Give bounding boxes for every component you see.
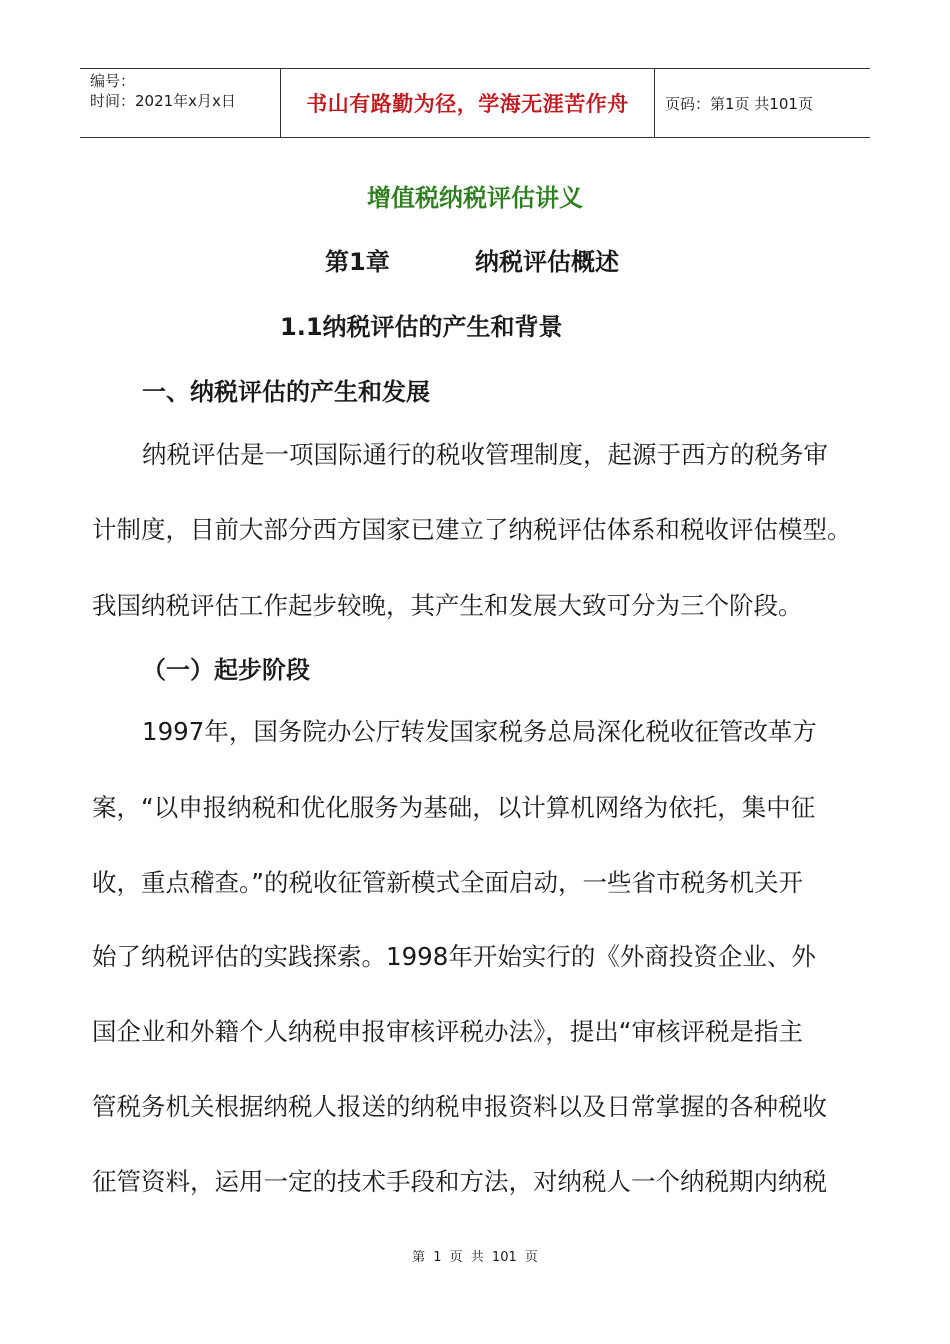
subheading-1: 一、纳税评估的产生和发展: [142, 378, 430, 406]
header-page-info: 页码：第1页 共101页: [665, 94, 813, 113]
paragraph-line: 管税务机关根据纳税人报送的纳税申报资料以及日常掌握的各种税收: [92, 1092, 827, 1121]
header-motto-cell: [281, 69, 655, 137]
header-motto: 书山有路勤为径，学海无涯苦作舟: [306, 92, 629, 116]
section-heading: 1.1纳税评估的产生和背景: [280, 313, 563, 341]
paragraph-line: 案，“以申报纳税和优化服务为基础，以计算机网络为依托，集中征: [92, 793, 816, 822]
paragraph-line: 我国纳税评估工作起步较晚，其产生和发展大致可分为三个阶段。: [92, 591, 803, 620]
header-meta-cell: [80, 69, 281, 137]
serial-label: 编号：: [90, 72, 136, 90]
paragraph-line: 征管资料，运用一定的技术手段和方法，对纳税人一个纳税期内纳税: [92, 1167, 827, 1196]
paragraph-line: 始了纳税评估的实践探索。1998年开始实行的《外商投资企业、外: [92, 942, 816, 971]
chapter-heading: [325, 242, 619, 277]
page-footer: 第 1 页 共 101 页: [412, 1250, 538, 1265]
time-label: 时间：2021年x月x日: [90, 92, 236, 110]
document-title: 增值税纳税评估讲义: [367, 184, 583, 212]
paragraph-line: 国企业和外籍个人纳税申报审核评税办法》，提出“审核评税是指主: [92, 1017, 803, 1046]
paragraph-line: 计制度，目前大部分西方国家已建立了纳税评估体系和税收评估模型。: [92, 515, 852, 544]
chapter-number: 第1章: [325, 248, 390, 276]
header-page-cell: [655, 69, 870, 137]
paragraph-line: 收，重点稽查。”的税收征管新模式全面启动，一些省市税务机关开: [92, 868, 803, 897]
chapter-title: 纳税评估概述: [475, 248, 619, 276]
paragraph-line: 1997年，国务院办公厅转发国家税务总局深化税收征管改革方: [142, 717, 817, 746]
subheading-2: （一）起步阶段: [142, 656, 310, 684]
paragraph-line: 纳税评估是一项国际通行的税收管理制度，起源于西方的税务审: [142, 440, 828, 469]
document-header: [80, 68, 870, 138]
